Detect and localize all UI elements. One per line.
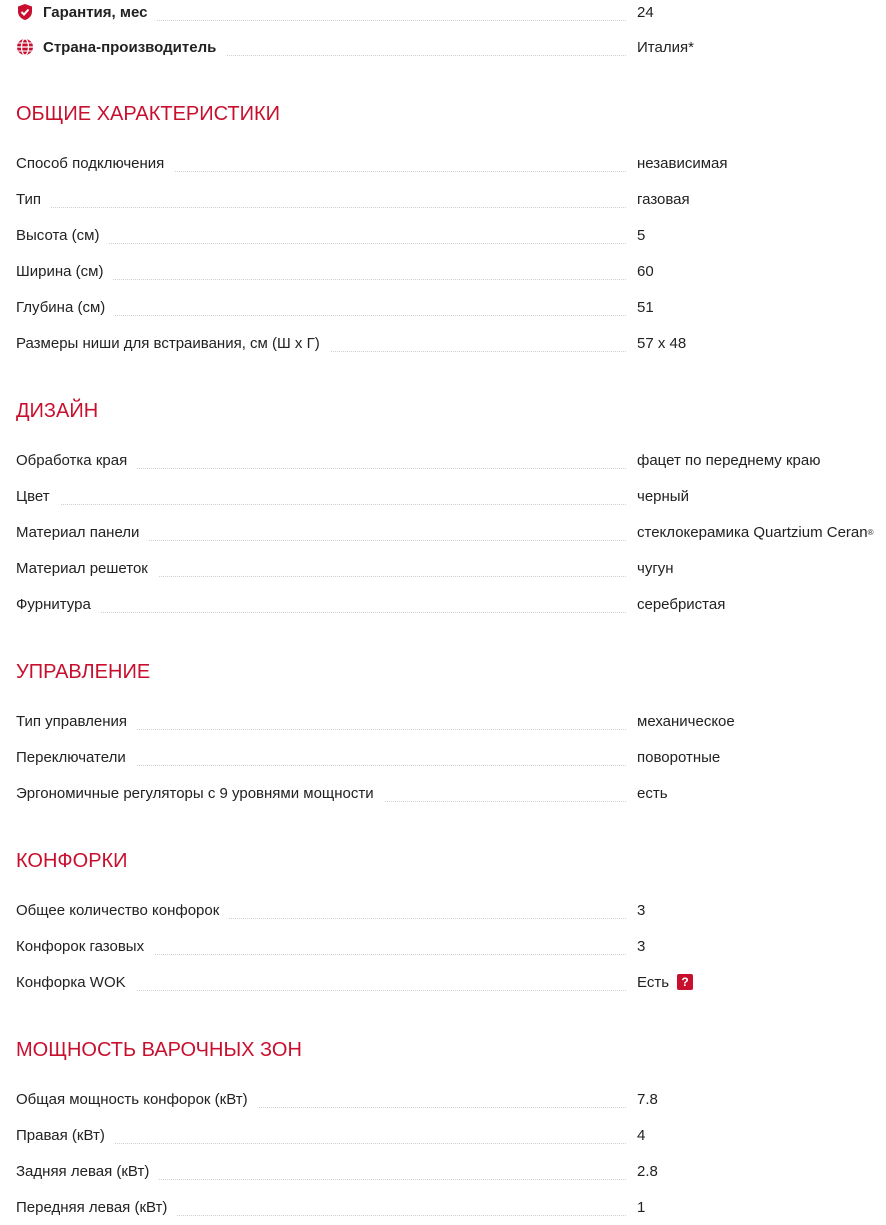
spec-value: 24 xyxy=(637,3,654,21)
spec-label: Передняя левая (кВт) xyxy=(16,1199,177,1216)
spec-label: Страна-производитель xyxy=(43,38,217,56)
spec-label: Глубина (см) xyxy=(16,299,115,316)
spec-label: Эргономичные регуляторы с 9 уровнями мощности xyxy=(16,785,384,802)
spec-row xyxy=(16,1123,886,1147)
spec-label: Переключатели xyxy=(16,749,136,766)
spec-label: Высота (см) xyxy=(16,227,109,244)
spec-value: 3 xyxy=(637,937,646,955)
spec-row xyxy=(16,934,886,958)
spec-value: серебристая xyxy=(637,595,726,613)
spec-label: Общее количество конфорок xyxy=(16,902,229,919)
spec-value: чугун xyxy=(637,559,674,577)
shield-check-icon xyxy=(16,3,34,21)
spec-row xyxy=(16,970,886,994)
section-title-burners: КОНФОРКИ xyxy=(16,850,128,872)
spec-row xyxy=(16,331,886,355)
spec-label: Тип управления xyxy=(16,713,137,730)
spec-label: Материал панели xyxy=(16,524,149,541)
section-title-design: ДИЗАЙН xyxy=(16,400,99,422)
spec-row xyxy=(16,484,886,508)
spec-row xyxy=(16,745,886,769)
spec-row xyxy=(16,781,886,805)
globe-icon xyxy=(16,38,34,56)
dotted-leader xyxy=(16,612,626,613)
spec-value: независимая xyxy=(637,154,728,172)
spec-value: фацет по переднему краю xyxy=(637,451,821,469)
spec-value: Италия* xyxy=(637,38,694,56)
spec-row xyxy=(16,295,886,319)
dotted-leader xyxy=(16,207,626,208)
spec-value: есть xyxy=(637,784,668,802)
spec-label: Правая (кВт) xyxy=(16,1127,115,1144)
spec-label: Задняя левая (кВт) xyxy=(16,1163,159,1180)
spec-value: черный xyxy=(637,487,689,505)
spec-value: 1 xyxy=(637,1198,646,1216)
spec-row xyxy=(16,1195,886,1219)
spec-row xyxy=(16,898,886,922)
spec-row-country xyxy=(16,35,886,59)
spec-value: 57 x 48 xyxy=(637,334,687,352)
spec-label: Размеры ниши для встраивания, см (Ш х Г) xyxy=(16,335,330,352)
spec-value: 2.8 xyxy=(637,1162,658,1180)
spec-label: Конфорка WOK xyxy=(16,974,136,991)
spec-row-warranty xyxy=(16,0,886,24)
spec-row xyxy=(16,187,886,211)
help-question-icon[interactable]: ? xyxy=(677,974,693,990)
spec-row xyxy=(16,1087,886,1111)
spec-value: 5 xyxy=(637,226,646,244)
spec-value: 4 xyxy=(637,1126,646,1144)
spec-value: 3 xyxy=(637,901,646,919)
spec-value: 7.8 xyxy=(637,1090,658,1108)
spec-value: газовая xyxy=(637,190,690,208)
spec-row xyxy=(16,223,886,247)
spec-label: Тип xyxy=(16,191,51,208)
spec-row xyxy=(16,709,886,733)
spec-label: Способ подключения xyxy=(16,155,174,172)
spec-row xyxy=(16,1159,886,1183)
spec-label: Цвет xyxy=(16,488,60,505)
spec-label: Фурнитура xyxy=(16,596,101,613)
spec-value: 51 xyxy=(637,298,654,316)
spec-label: Общая мощность конфорок (кВт) xyxy=(16,1091,258,1108)
spec-row xyxy=(16,592,886,616)
spec-row xyxy=(16,520,886,544)
spec-value: Есть xyxy=(637,973,670,991)
spec-value: поворотные xyxy=(637,748,721,766)
registered-mark: ® xyxy=(867,527,874,537)
spec-value: механическое xyxy=(637,712,735,730)
dotted-leader xyxy=(16,504,626,505)
section-title-general: ОБЩИЕ ХАРАКТЕРИСТИКИ xyxy=(16,103,281,125)
section-title-control: УПРАВЛЕНИЕ xyxy=(16,661,151,683)
spec-label: Материал решеток xyxy=(16,560,158,577)
spec-label: Гарантия, мес xyxy=(43,3,148,21)
section-title-power: МОЩНОСТЬ ВАРОЧНЫХ ЗОН xyxy=(16,1039,302,1061)
spec-row xyxy=(16,556,886,580)
spec-value: стеклокерамика Quartzium Ceran xyxy=(637,523,868,541)
spec-label: Конфорок газовых xyxy=(16,938,154,955)
spec-label: Ширина (см) xyxy=(16,263,113,280)
spec-value: 60 xyxy=(637,262,654,280)
spec-label: Обработка края xyxy=(16,452,137,469)
spec-row xyxy=(16,259,886,283)
spec-row xyxy=(16,151,886,175)
spec-row xyxy=(16,448,886,472)
